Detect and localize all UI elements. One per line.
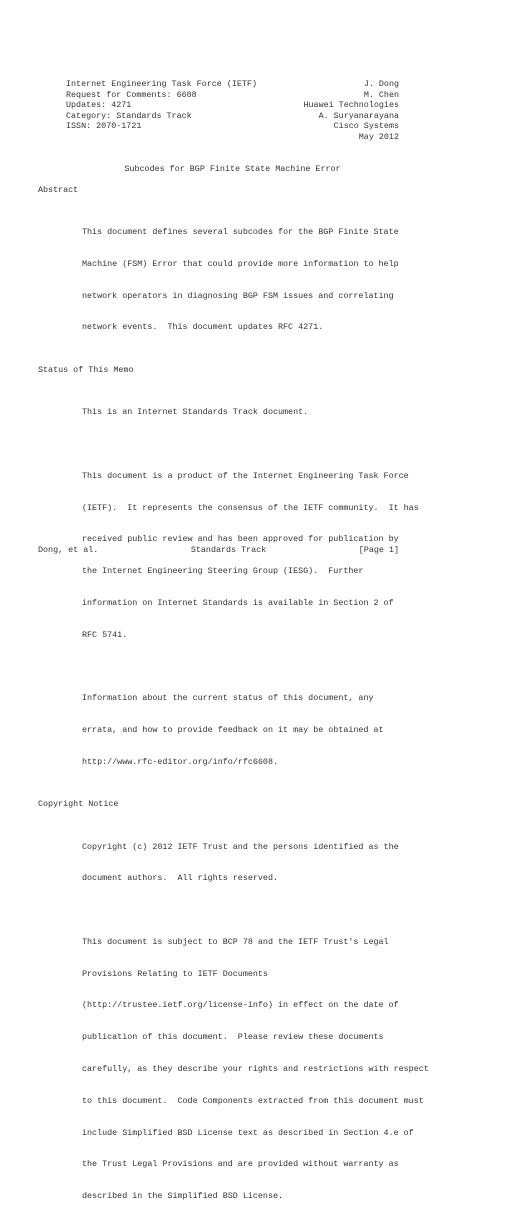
text-line: This document is a product of the Internet Engineering Task Force <box>82 470 409 481</box>
text-line: carefully, as they describe your rights and restrictions with respect <box>82 1064 429 1075</box>
document-title: Subcodes for BGP Finite State Machine Error <box>124 163 341 174</box>
text-line: information on Internet Standards is available in Section 2 of <box>82 597 394 608</box>
status-paragraph-3 <box>82 672 399 789</box>
footer-page-number: [Page 1] <box>358 545 399 555</box>
text-line: Copyright (c) 2012 IETF Trust and the persons identified as the <box>82 841 399 852</box>
text-line: include Simplified BSD License text as described in Section 4.e of <box>82 1127 414 1138</box>
abstract-heading: Abstract <box>38 184 79 195</box>
header-author-3: A. Suryanarayana <box>318 110 399 121</box>
header-affiliation-2: Cisco Systems <box>333 121 399 132</box>
page-footer <box>38 545 399 556</box>
header-date: May 2012 <box>358 131 399 142</box>
status-heading: Status of This Memo <box>38 364 134 375</box>
text-line: received public review and has been approved for publication by <box>82 534 399 545</box>
copyright-heading: Copyright Notice <box>38 799 119 810</box>
header-author-2: M. Chen <box>363 89 399 100</box>
text-line: (http://trustee.ietf.org/license-info) in effect on the date of <box>82 1000 399 1011</box>
header-row <box>66 100 399 111</box>
text-line: the Internet Engineering Steering Group (IESG). Further <box>82 566 364 577</box>
text-line: This document is subject to BCP 78 and the IETF Trust's Legal <box>82 936 389 947</box>
text-line: http://www.rfc-editor.org/info/rfc6608. <box>82 756 279 767</box>
copyright-paragraph-2 <box>82 916 429 1223</box>
rfc-page <box>38 79 429 1223</box>
text-line: to this document. Code Components extracted from this document must <box>82 1095 424 1106</box>
text-line: the Trust Legal Provisions and are provided without warranty as <box>82 1159 399 1170</box>
header-org: Internet Engineering Task Force (IETF) <box>66 79 257 89</box>
status-paragraph-1 <box>82 386 399 439</box>
header-row <box>66 79 399 90</box>
text-line: This is an Internet Standards Track document. <box>82 407 309 418</box>
header-author-1: J. Dong <box>363 79 399 89</box>
header-rfc-number: Request for Comments: 6608 <box>66 89 197 100</box>
document-header <box>66 79 399 143</box>
header-row <box>66 121 399 132</box>
header-row <box>66 111 399 122</box>
text-line: Information about the current status of this document, any <box>82 693 374 704</box>
text-line: network events. This document updates RFC 4271. <box>82 322 324 333</box>
header-issn: ISSN: 2070-1721 <box>66 121 142 132</box>
text-line: network operators in diagnosing BGP FSM issues and correlating <box>82 290 394 301</box>
header-affiliation-1: Huawei Technologies <box>303 100 399 111</box>
copyright-paragraph-1 <box>82 820 399 905</box>
footer-authors: Dong, et al. <box>38 545 99 555</box>
header-category: Category: Standards Track <box>66 110 192 121</box>
abstract-paragraph <box>82 206 399 354</box>
text-line: described in the Simplified BSD License. <box>82 1191 284 1202</box>
footer-category: Standards Track <box>190 545 267 555</box>
text-line: document authors. All rights reserved. <box>82 873 279 884</box>
text-line: This document defines several subcodes for the BGP Finite State <box>82 227 399 238</box>
text-line: RFC 5741. <box>82 629 128 640</box>
text-line: (IETF). It represents the consensus of the IETF community. It has <box>82 502 419 513</box>
header-updates: Updates: 4271 <box>66 100 132 111</box>
text-line: Machine (FSM) Error that could provide more information to help <box>82 258 399 269</box>
text-line: publication of this document. Please review these documents <box>82 1032 384 1043</box>
text-line: Provisions Relating to IETF Documents <box>82 968 268 979</box>
header-row <box>66 132 399 143</box>
header-row <box>66 90 399 101</box>
text-line: errata, and how to provide feedback on it may be obtained at <box>82 725 384 736</box>
